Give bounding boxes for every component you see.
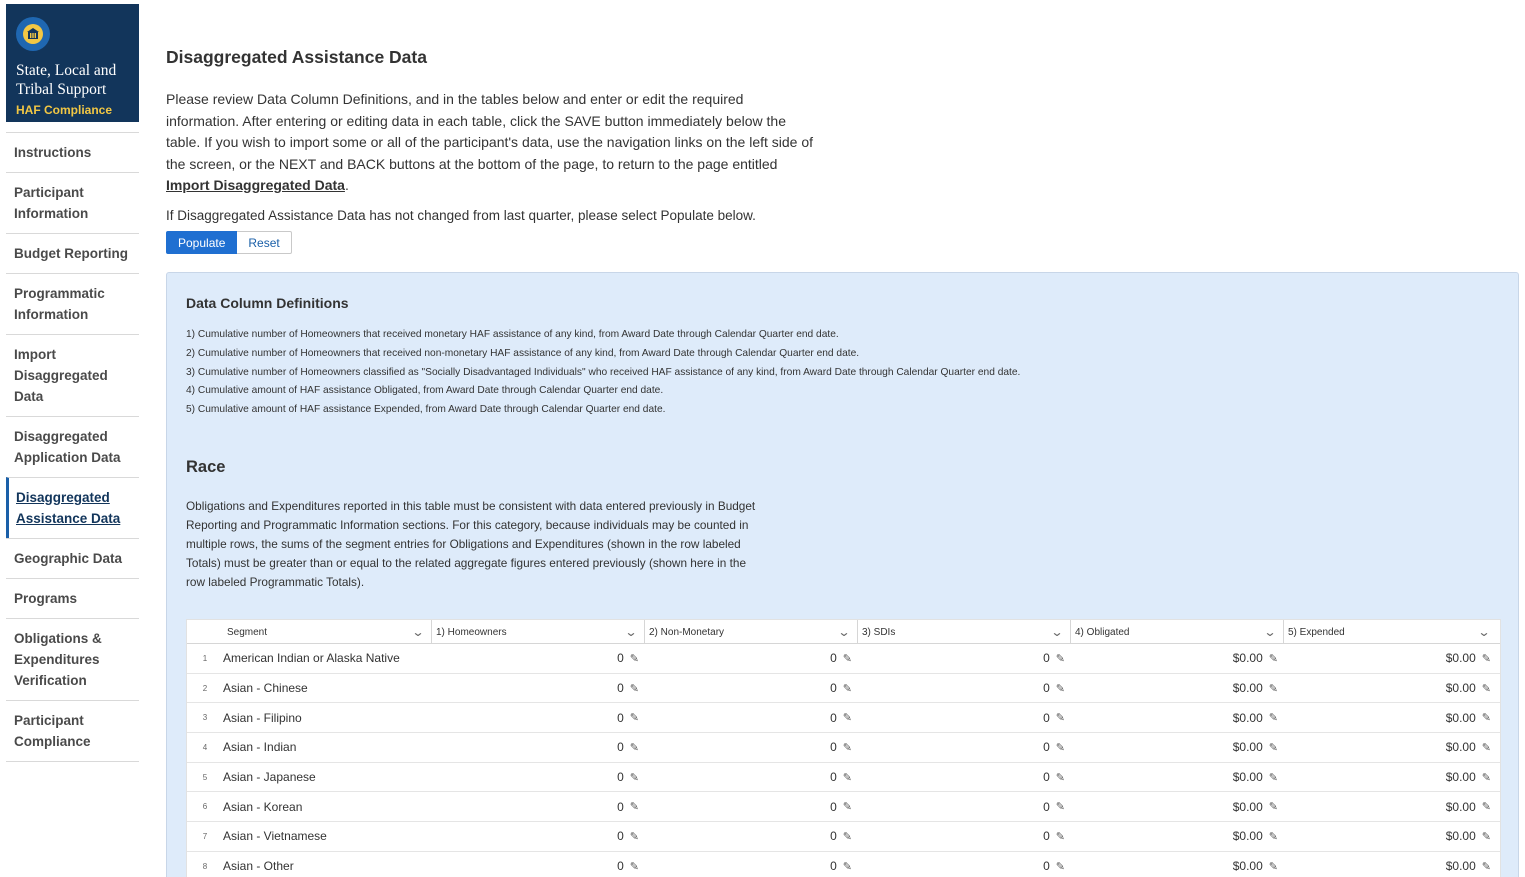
cell-value: 0 <box>830 829 837 844</box>
cell-value: 0 <box>1043 681 1050 696</box>
cell-value: $0.00 <box>1445 681 1476 696</box>
cell-value: 0 <box>830 799 837 814</box>
pencil-icon[interactable]: ✎ <box>629 860 639 873</box>
non-monetary-cell[interactable] <box>645 644 858 673</box>
expended-cell[interactable] <box>1284 822 1497 851</box>
definitions-list <box>186 326 1020 420</box>
non-monetary-cell[interactable] <box>645 733 858 762</box>
definition-item: 3) Cumulative number of Homeowners classified as "Socially Disadvantaged Individuals" who received HAF assistance of any kind, from Award Date through Calendar Quarter end date. <box>186 366 1021 378</box>
column-label: 4) Obligated <box>1075 626 1130 638</box>
race-description: Obligations and Expenditures reported in this table must be consistent with data entered previously in Budget Reporting and Programmatic Information sections. For this category, because individuals may be counted in multiple rows, the sums of the segment entries for Obligations and Expenditures (shown in the row labeled Totals) must be greater than or equal to the related aggregate figures entered previously (shown here in the row labeled Programmatic Totals). <box>186 499 756 589</box>
pencil-icon[interactable]: ✎ <box>842 771 852 784</box>
pencil-icon[interactable]: ✎ <box>842 801 852 814</box>
cell-value: $0.00 <box>1232 740 1263 755</box>
cell-value: 0 <box>830 651 837 666</box>
definition-item: 5) Cumulative amount of HAF assistance Expended, from Award Date through Calendar Quarter end date. <box>186 404 666 416</box>
sidebar-item-disaggregated-assistance-data[interactable]: Disaggregated Assistance Data <box>6 477 139 538</box>
obligated-cell[interactable] <box>1071 822 1284 851</box>
homeowners-cell[interactable] <box>432 703 645 732</box>
sdis-cell[interactable] <box>858 792 1071 821</box>
reset-button[interactable]: Reset <box>237 231 291 254</box>
obligated-cell[interactable] <box>1071 733 1284 762</box>
pencil-icon[interactable]: ✎ <box>629 741 639 754</box>
expended-cell[interactable] <box>1284 703 1497 732</box>
sdis-cell[interactable] <box>858 644 1071 673</box>
cell-value: 0 <box>1043 799 1050 814</box>
pencil-icon[interactable]: ✎ <box>629 771 639 784</box>
pencil-icon[interactable]: ✎ <box>1481 771 1491 784</box>
homeowners-cell[interactable] <box>432 733 645 762</box>
table-body <box>187 644 1500 877</box>
sidebar-item-programmatic-information[interactable]: Programmatic Information <box>6 273 139 334</box>
table-row <box>187 792 1500 822</box>
cell-value: 0 <box>617 740 624 755</box>
assistance-data-panel <box>166 272 1519 877</box>
cell-value: $0.00 <box>1232 710 1263 725</box>
segment-cell: American Indian or Alaska Native <box>223 651 400 666</box>
column-header-obligated[interactable] <box>1071 620 1284 644</box>
cell-value: $0.00 <box>1232 651 1263 666</box>
definition-item: 1) Cumulative number of Homeowners that received monetary HAF assistance of any kind, from Award Date through Calendar Quarter end date. <box>186 329 839 340</box>
intro-end: . <box>344 177 349 193</box>
race-section-title: Race <box>186 458 226 476</box>
column-header-non-monetary[interactable] <box>645 620 858 644</box>
column-label: 2) Non-Monetary <box>649 626 725 638</box>
page-title: Disaggregated Assistance Data <box>166 47 427 67</box>
expended-cell[interactable] <box>1284 763 1497 792</box>
pencil-icon[interactable]: ✎ <box>842 860 852 873</box>
sidebar-item-programs[interactable]: Programs <box>6 578 139 618</box>
pencil-icon[interactable]: ✎ <box>1268 801 1278 814</box>
table-row <box>187 733 1500 763</box>
column-header-homeowners[interactable] <box>432 620 645 644</box>
table-row <box>187 852 1500 877</box>
brand-subtitle: HAF Compliance <box>16 103 113 117</box>
cell-value: $0.00 <box>1232 799 1263 814</box>
non-monetary-cell[interactable] <box>645 674 858 703</box>
cell-value: 0 <box>617 651 624 666</box>
homeowners-cell[interactable] <box>432 852 645 877</box>
pencil-icon[interactable]: ✎ <box>1268 860 1278 873</box>
cell-value: $0.00 <box>1445 770 1476 785</box>
chevron-down-icon[interactable]: ⌄ <box>1477 625 1491 639</box>
expended-cell[interactable] <box>1284 674 1497 703</box>
pencil-icon[interactable]: ✎ <box>1268 682 1278 695</box>
pencil-icon[interactable]: ✎ <box>1055 860 1065 873</box>
cell-value: 0 <box>1043 710 1050 725</box>
table-row <box>187 644 1500 674</box>
cell-value: 0 <box>830 770 837 785</box>
pencil-icon[interactable]: ✎ <box>629 801 639 814</box>
treasury-seal-icon <box>16 17 50 51</box>
cell-value: 0 <box>617 681 624 696</box>
pencil-icon[interactable]: ✎ <box>1481 801 1491 814</box>
intro-text <box>166 89 816 197</box>
pencil-icon[interactable]: ✎ <box>1481 860 1491 873</box>
cell-value: 0 <box>617 770 624 785</box>
non-monetary-cell[interactable] <box>645 703 858 732</box>
cell-value: 0 <box>617 859 624 874</box>
segment-cell: Asian - Korean <box>223 799 303 814</box>
pencil-icon[interactable]: ✎ <box>842 682 852 695</box>
non-monetary-cell[interactable] <box>645 763 858 792</box>
sidebar-item-geographic-data[interactable]: Geographic Data <box>6 538 139 578</box>
import-disaggregated-data-link[interactable]: Import Disaggregated Data <box>166 177 345 193</box>
sidebar-item-budget-reporting[interactable]: Budget Reporting <box>6 233 139 273</box>
expended-cell[interactable] <box>1284 733 1497 762</box>
table-row <box>187 822 1500 852</box>
pencil-icon[interactable]: ✎ <box>842 712 852 725</box>
sidebar-nav <box>6 132 139 762</box>
chevron-down-icon[interactable]: ⌄ <box>411 625 425 639</box>
cell-value: $0.00 <box>1232 829 1263 844</box>
table-row <box>187 703 1500 733</box>
brand-title: State, Local and Tribal Support <box>16 62 117 98</box>
pencil-icon[interactable]: ✎ <box>1481 741 1491 754</box>
race-data-table <box>186 619 1501 877</box>
cell-value: $0.00 <box>1232 859 1263 874</box>
chevron-down-icon[interactable]: ⌄ <box>624 625 638 639</box>
table-row <box>187 763 1500 793</box>
expended-cell[interactable] <box>1284 852 1497 877</box>
pencil-icon[interactable]: ✎ <box>1268 652 1278 665</box>
obligated-cell[interactable] <box>1071 792 1284 821</box>
sidebar-item-instructions[interactable]: Instructions <box>6 132 139 172</box>
chevron-down-icon[interactable]: ⌄ <box>837 625 851 639</box>
expended-cell[interactable] <box>1284 792 1497 821</box>
cell-value: $0.00 <box>1445 740 1476 755</box>
cell-value: $0.00 <box>1445 859 1476 874</box>
cell-value: 0 <box>1043 829 1050 844</box>
cell-value: 0 <box>1043 770 1050 785</box>
row-number: 4 <box>202 742 208 752</box>
cell-value: $0.00 <box>1232 770 1263 785</box>
segment-cell: Asian - Indian <box>223 740 297 755</box>
pencil-icon[interactable]: ✎ <box>629 830 639 843</box>
column-label: Segment <box>227 626 268 638</box>
definition-item: 2) Cumulative number of Homeowners that received non-monetary HAF assistance of any kind, from Award Date through Calendar Quarter end date. <box>186 347 860 359</box>
pencil-icon[interactable]: ✎ <box>1481 712 1491 725</box>
row-number: 3 <box>202 713 208 723</box>
sdis-cell[interactable] <box>858 703 1071 732</box>
table-header <box>187 620 1500 644</box>
sdis-cell[interactable] <box>858 822 1071 851</box>
segment-cell: Asian - Other <box>223 859 294 874</box>
pencil-icon[interactable]: ✎ <box>1055 830 1065 843</box>
non-monetary-cell[interactable] <box>645 852 858 877</box>
pencil-icon[interactable]: ✎ <box>1268 771 1278 784</box>
pencil-icon[interactable]: ✎ <box>1481 652 1491 665</box>
row-number: 2 <box>202 683 208 693</box>
homeowners-cell[interactable] <box>432 644 645 673</box>
cell-value: $0.00 <box>1445 799 1476 814</box>
pencil-icon[interactable]: ✎ <box>1055 741 1065 754</box>
cell-value: 0 <box>830 710 837 725</box>
populate-button[interactable]: Populate <box>166 231 237 254</box>
obligated-cell[interactable] <box>1071 703 1284 732</box>
obligated-cell[interactable] <box>1071 644 1284 673</box>
sidebar <box>6 4 139 762</box>
non-monetary-cell[interactable] <box>645 822 858 851</box>
cell-value: 0 <box>1043 651 1050 666</box>
row-number: 7 <box>202 831 208 841</box>
cell-value: $0.00 <box>1445 651 1476 666</box>
pencil-icon[interactable]: ✎ <box>629 712 639 725</box>
obligated-cell[interactable] <box>1071 852 1284 877</box>
definitions-title: Data Column Definitions <box>186 295 349 311</box>
cell-value: 0 <box>1043 859 1050 874</box>
cell-value: 0 <box>617 829 624 844</box>
pencil-icon[interactable]: ✎ <box>842 830 852 843</box>
pencil-icon[interactable]: ✎ <box>1055 682 1065 695</box>
obligated-cell[interactable] <box>1071 763 1284 792</box>
sdis-cell[interactable] <box>858 674 1071 703</box>
brand-header[interactable] <box>6 4 139 122</box>
populate-button-group <box>166 231 292 254</box>
pencil-icon[interactable]: ✎ <box>842 652 852 665</box>
pencil-icon[interactable]: ✎ <box>629 652 639 665</box>
populate-note: If Disaggregated Assistance Data has not changed from last quarter, please select Populate below. <box>166 208 756 223</box>
row-number: 6 <box>202 802 208 812</box>
intro-body: Please review Data Column Definitions, and in the tables below and enter or edit the required information. After entering or editing data in each table, click the SAVE button immediately below the table. If you wish to import some or all of the participant's data, use the navigation links on the left side of the screen, or the NEXT and BACK buttons at the bottom of the page, to return to the page entitled <box>166 91 814 172</box>
sdis-cell[interactable] <box>858 733 1071 762</box>
sdis-cell[interactable] <box>858 852 1071 877</box>
chevron-down-icon[interactable]: ⌄ <box>1050 625 1064 639</box>
pencil-icon[interactable]: ✎ <box>1055 771 1065 784</box>
chevron-down-icon[interactable]: ⌄ <box>1263 625 1277 639</box>
definition-item: 4) Cumulative amount of HAF assistance Obligated, from Award Date through Calendar Quarter end date. <box>186 385 664 397</box>
cell-value: 0 <box>617 799 624 814</box>
sdis-cell[interactable] <box>858 763 1071 792</box>
column-label: 5) Expended <box>1288 626 1345 638</box>
cell-value: 0 <box>830 681 837 696</box>
column-header-sdis[interactable] <box>858 620 1071 644</box>
cell-value: 0 <box>830 740 837 755</box>
pencil-icon[interactable]: ✎ <box>1268 830 1278 843</box>
row-number: 5 <box>202 772 208 782</box>
cell-value: $0.00 <box>1445 710 1476 725</box>
cell-value: $0.00 <box>1232 681 1263 696</box>
sidebar-item-import-disaggregated-data[interactable]: Import Disaggregated Data <box>6 334 139 416</box>
pencil-icon[interactable]: ✎ <box>1055 652 1065 665</box>
homeowners-cell[interactable] <box>432 792 645 821</box>
homeowners-cell[interactable] <box>432 822 645 851</box>
cell-value: 0 <box>1043 740 1050 755</box>
pencil-icon[interactable]: ✎ <box>1268 712 1278 725</box>
sidebar-item-participant-compliance[interactable]: Participant Compliance <box>6 700 139 762</box>
sidebar-item-disaggregated-application-data[interactable]: Disaggregated Application Data <box>6 416 139 477</box>
pencil-icon[interactable]: ✎ <box>1481 682 1491 695</box>
table-row <box>187 674 1500 704</box>
pencil-icon[interactable]: ✎ <box>1055 712 1065 725</box>
row-number-header <box>187 620 223 644</box>
row-number: 1 <box>202 653 208 663</box>
pencil-icon[interactable]: ✎ <box>1481 830 1491 843</box>
pencil-icon[interactable]: ✎ <box>629 682 639 695</box>
column-label: 1) Homeowners <box>436 626 507 638</box>
row-number: 8 <box>202 861 208 871</box>
pencil-icon[interactable]: ✎ <box>842 741 852 754</box>
pencil-icon[interactable]: ✎ <box>1055 801 1065 814</box>
segment-cell: Asian - Filipino <box>223 710 302 725</box>
non-monetary-cell[interactable] <box>645 792 858 821</box>
segment-cell: Asian - Japanese <box>223 770 316 785</box>
obligated-cell[interactable] <box>1071 674 1284 703</box>
cell-value: 0 <box>830 859 837 874</box>
column-label: 3) SDIs <box>862 626 896 638</box>
sidebar-item-obligations-expenditures-verification[interactable]: Obligations & Expenditures Verification <box>6 618 139 700</box>
cell-value: $0.00 <box>1445 829 1476 844</box>
segment-cell: Asian - Vietnamese <box>223 829 327 844</box>
pencil-icon[interactable]: ✎ <box>1268 741 1278 754</box>
sidebar-item-participant-information[interactable]: Participant Information <box>6 172 139 233</box>
expended-cell[interactable] <box>1284 644 1497 673</box>
cell-value: 0 <box>617 710 624 725</box>
column-header-segment[interactable] <box>223 620 432 644</box>
homeowners-cell[interactable] <box>432 763 645 792</box>
homeowners-cell[interactable] <box>432 674 645 703</box>
segment-cell: Asian - Chinese <box>223 681 308 696</box>
column-header-expended[interactable] <box>1284 620 1497 644</box>
